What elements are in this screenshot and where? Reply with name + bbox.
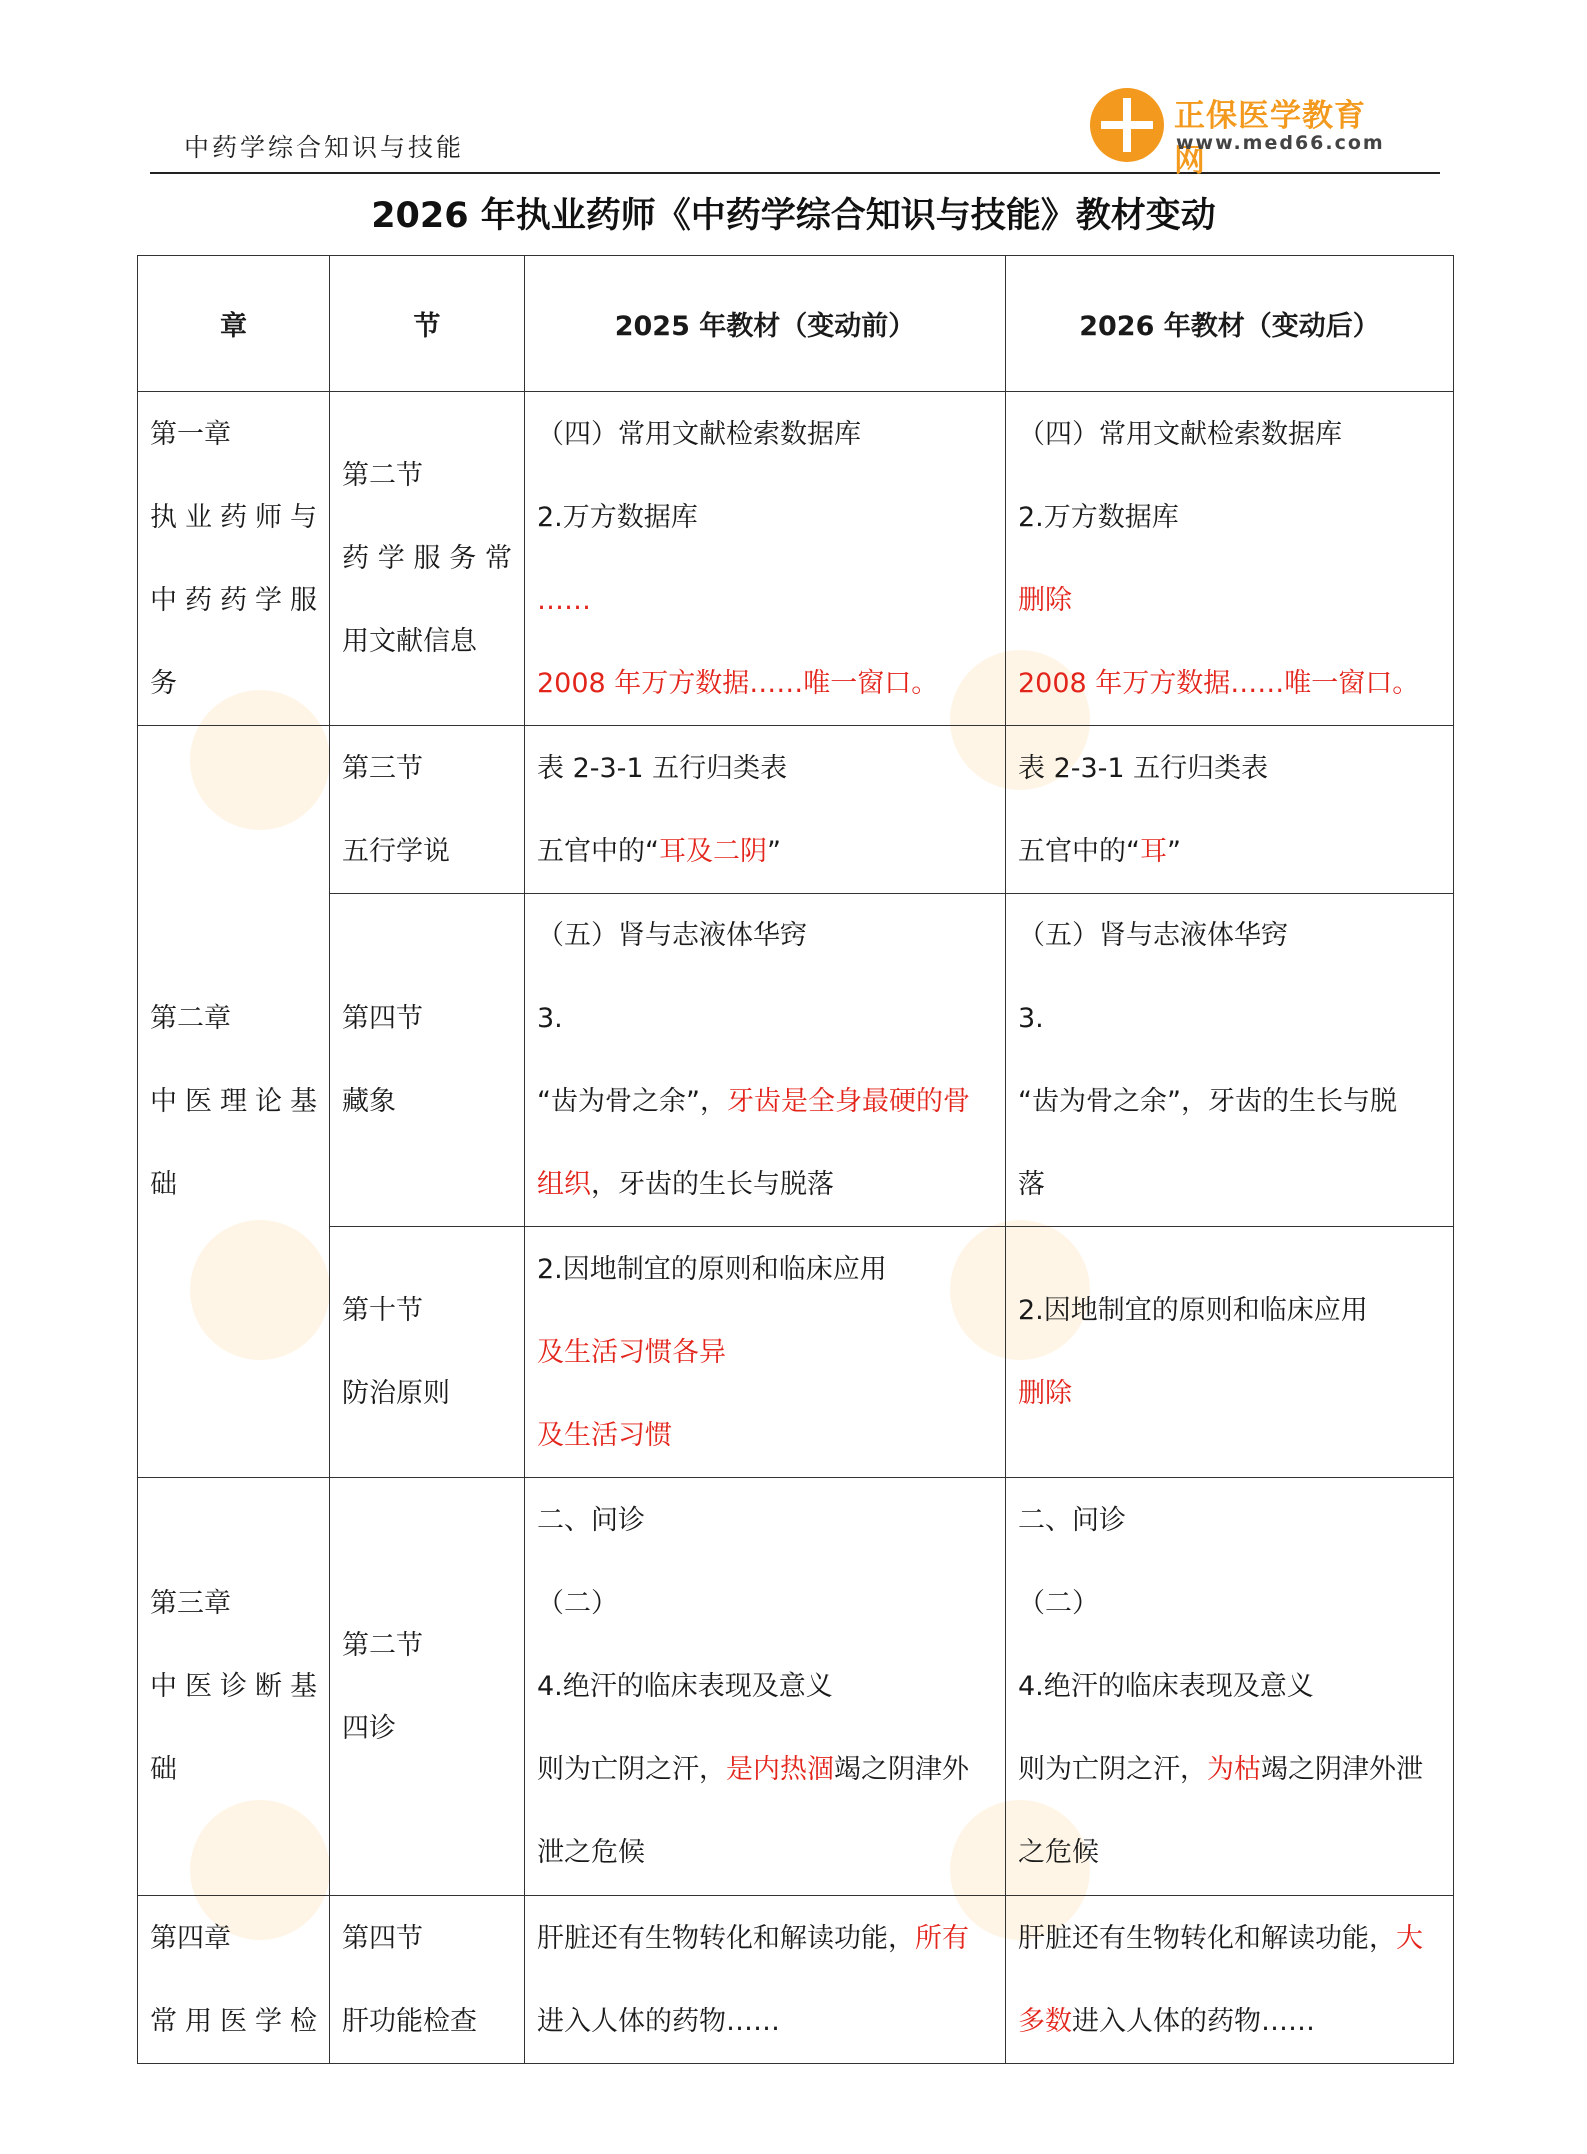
chapter-cell: 第四章 常用医学检	[138, 1896, 330, 2064]
table-header-row	[138, 256, 1454, 392]
before-cell: 2.因地制宜的原则和临床应用 及生活习惯各异 及生活习惯	[525, 1227, 1006, 1478]
header-2026: 2026 年教材（变动后）	[1006, 256, 1454, 392]
before-cell: 肝脏还有生物转化和解读功能，所有 进入人体的药物……	[525, 1896, 1006, 2064]
header-chapter: 章	[138, 256, 330, 392]
table-row	[138, 894, 1454, 1227]
before-cell: （四）常用文献检索数据库 2.万方数据库 …… 2008 年万方数据……唯一窗口。	[525, 392, 1006, 726]
chapter-cell: 第三章 中医诊断基 础	[138, 1478, 330, 1896]
logo-name: 正保医学教育网	[1174, 98, 1366, 179]
chapter-cell: 第一章 执业药师与 中药药学服 务	[138, 392, 330, 726]
after-cell: （四）常用文献检索数据库 2.万方数据库 删除 2008 年万方数据……唯一窗口。	[1006, 392, 1454, 726]
before-cell: 表 2-3-1 五行归类表 五官中的“耳及二阴”	[525, 726, 1006, 894]
table-row	[138, 1478, 1454, 1896]
table-row	[138, 1896, 1454, 2064]
chapter-cell: 第二章 中医理论基 础	[138, 726, 330, 1478]
header-subject: 中药学综合知识与技能	[184, 133, 465, 162]
section-cell: 第四节 肝功能检查	[330, 1896, 525, 2064]
after-cell: 表 2-3-1 五行归类表 五官中的“耳”	[1006, 726, 1454, 894]
after-cell: 2.因地制宜的原则和临床应用 删除	[1006, 1227, 1454, 1478]
logo-url: www.med66.com	[1176, 132, 1385, 154]
table-row	[138, 1227, 1454, 1478]
brand-logo	[1090, 88, 1390, 179]
changes-table	[137, 255, 1454, 2064]
before-cell: 二、问诊 （二） 4.绝汗的临床表现及意义 则为亡阴之汗，是内热涸竭之阴津外 泄之危候	[525, 1478, 1006, 1896]
section-cell: 第四节 藏象	[330, 894, 525, 1227]
section-cell: 第二节 四诊	[330, 1478, 525, 1896]
section-cell: 第三节 五行学说	[330, 726, 525, 894]
document-title: 2026 年执业药师《中药学综合知识与技能》教材变动	[371, 196, 1216, 236]
after-cell: 二、问诊 （二） 4.绝汗的临床表现及意义 则为亡阴之汗，为枯竭之阴津外泄 之危候	[1006, 1478, 1454, 1896]
after-cell: 肝脏还有生物转化和解读功能，大 多数进入人体的药物……	[1006, 1896, 1454, 2064]
header-section: 节	[330, 256, 525, 392]
table-row	[138, 392, 1454, 726]
after-cell: （五）肾与志液体华窍 3. “齿为骨之余”，牙齿的生长与脱 落	[1006, 894, 1454, 1227]
logo-cross-icon	[1090, 88, 1164, 162]
table-row	[138, 726, 1454, 894]
section-cell: 第十节 防治原则	[330, 1227, 525, 1478]
before-cell: （五）肾与志液体华窍 3. “齿为骨之余”，牙齿是全身最硬的骨 组织，牙齿的生长与脱落	[525, 894, 1006, 1227]
header-2025: 2025 年教材（变动前）	[525, 256, 1006, 392]
section-cell: 第二节 药学服务常 用文献信息	[330, 392, 525, 726]
page-header	[150, 82, 1440, 179]
